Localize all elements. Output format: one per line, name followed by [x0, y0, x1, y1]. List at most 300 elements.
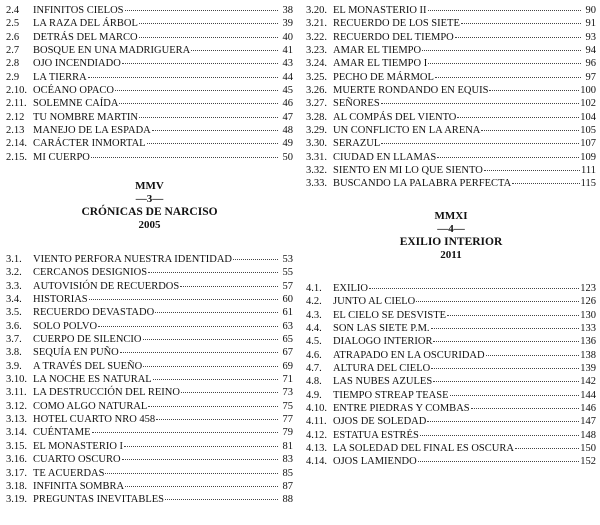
dot-leader — [422, 50, 581, 51]
toc-entry — [6, 333, 293, 346]
entry-number: 3.31. — [306, 151, 327, 163]
dot-leader — [437, 157, 579, 158]
toc-entry — [6, 467, 293, 480]
entry-page-number: 57 — [282, 280, 293, 292]
entry-number: 3.2. — [6, 267, 22, 279]
dot-leader — [122, 459, 278, 460]
dot-leader — [147, 143, 278, 144]
toc-entry — [306, 349, 596, 362]
entry-number: 4.2. — [306, 296, 322, 308]
entry-number: 3.10. — [6, 374, 27, 386]
entry-title: RECUERDO DEVASTADO — [33, 307, 155, 319]
entry-number: 2.15. — [6, 151, 27, 163]
section-date: 2011 — [440, 249, 462, 261]
entry-title: ENTRE PIEDRAS Y COMBAS — [333, 403, 470, 415]
entry-page-number: 96 — [585, 58, 596, 70]
entry-number: 2.9 — [6, 71, 20, 83]
toc-entry — [306, 362, 596, 375]
entry-number: 4.12. — [306, 429, 327, 441]
entry-page-number: 90 — [585, 5, 596, 16]
entry-number: 3.12. — [6, 400, 27, 412]
entry-page-number: 83 — [282, 454, 293, 466]
toc-entry — [6, 17, 293, 30]
entry-title: SOLO POLVO — [33, 320, 98, 332]
entry-number: 3.6. — [6, 320, 22, 332]
entry-title: AL COMPÁS DEL VIENTO — [333, 111, 457, 123]
toc-entry — [6, 360, 293, 373]
toc-entry — [306, 309, 596, 322]
dot-leader — [139, 37, 278, 38]
entry-page-number: 91 — [585, 18, 596, 30]
entry-page-number: 48 — [282, 125, 293, 137]
entry-number: 2.7 — [6, 45, 20, 57]
entry-title: HISTORIAS — [33, 294, 88, 306]
toc-entry — [6, 306, 293, 319]
entry-title: AMAR EL TIEMPO I — [333, 58, 428, 70]
section-year: MMXI — [434, 210, 468, 222]
entry-title: JUNTO AL CIELO — [333, 296, 416, 308]
entry-number: 4.4. — [306, 323, 322, 335]
entry-number: 3.9. — [6, 360, 22, 372]
entry-number: 3.27. — [306, 98, 327, 110]
entry-page-number: 60 — [282, 294, 293, 306]
entry-page-number: 43 — [282, 58, 293, 70]
entry-page-number: 87 — [282, 480, 293, 492]
toc-entry — [6, 97, 293, 110]
dot-leader — [156, 419, 278, 420]
toc-entry — [306, 44, 596, 57]
dot-leader — [88, 77, 278, 78]
toc-entry — [6, 400, 293, 413]
entry-number: 4.13. — [306, 443, 327, 455]
left-column — [6, 0, 293, 506]
entry-number: 4.14. — [306, 456, 327, 468]
section-year: MMV — [135, 180, 164, 192]
entry-page-number: 152 — [580, 456, 596, 468]
entry-page-number: 55 — [282, 267, 293, 279]
entry-number: 3.7. — [6, 334, 22, 346]
entry-title: PREGUNTAS INEVITABLES — [33, 494, 165, 506]
entry-page-number: 147 — [580, 416, 596, 428]
entry-number: 3.29. — [306, 125, 327, 137]
dot-leader — [481, 130, 579, 131]
toc-entry — [6, 346, 293, 359]
entry-title: TIEMPO STREAP TEASE — [333, 389, 449, 401]
entry-number: 2.10. — [6, 85, 27, 97]
toc-list-part-3-continued — [306, 4, 596, 191]
entry-title: INFINITOS CIELOS — [33, 5, 124, 16]
toc-entry — [306, 322, 596, 335]
dot-leader — [233, 259, 278, 260]
dot-leader — [124, 446, 278, 447]
toc-entry — [306, 335, 596, 348]
entry-page-number: 148 — [580, 429, 596, 441]
entry-number: 2.13 — [6, 125, 25, 137]
dot-leader — [148, 272, 278, 273]
entry-page-number: 65 — [282, 334, 293, 346]
dot-leader — [125, 486, 278, 487]
entry-page-number: 146 — [580, 403, 596, 415]
entry-page-number: 40 — [282, 31, 293, 43]
entry-page-number: 105 — [580, 125, 596, 137]
dot-leader — [181, 392, 278, 393]
section-number: —4— — [437, 223, 465, 235]
toc-entry — [306, 151, 596, 164]
dot-leader — [105, 473, 278, 474]
toc-entry — [306, 389, 596, 402]
entry-page-number: 85 — [282, 467, 293, 479]
dot-leader — [461, 23, 581, 24]
entry-title: OJO INCENDIADO — [33, 58, 121, 70]
dot-leader — [155, 312, 278, 313]
entry-title: MI CUERPO — [33, 151, 90, 163]
entry-number: 4.5. — [306, 336, 322, 348]
dot-leader — [433, 341, 579, 342]
entry-title: LA DESTRUCCIÓN DEL REINO — [33, 387, 180, 399]
entry-title: RECUERDO DE LOS SIETE — [333, 18, 460, 30]
entry-title: LA SOLEDAD DEL FINAL ES OSCURA — [333, 443, 514, 455]
entry-title: RECUERDO DEL TIEMPO — [333, 31, 454, 43]
toc-entry — [306, 31, 596, 44]
section-header-mmxi — [306, 210, 596, 262]
toc-entry — [306, 84, 596, 97]
entry-number: 3.15. — [6, 440, 27, 452]
entry-number: 2.11. — [6, 98, 27, 110]
entry-number: 2.4 — [6, 5, 20, 16]
dot-leader — [381, 103, 580, 104]
entry-title: CIUDAD EN LLAMAS — [333, 151, 437, 163]
dot-leader — [486, 355, 580, 356]
entry-title: TU NOMBRE MARTIN — [33, 111, 138, 123]
entry-number: 2.8 — [6, 58, 20, 70]
toc-list-part-2 — [6, 4, 293, 164]
toc-entry — [6, 253, 293, 266]
entry-page-number: 136 — [580, 336, 596, 348]
entry-title: SEQUÍA EN PUÑO — [33, 347, 119, 359]
toc-entry — [6, 426, 293, 439]
entry-number: 3.20. — [306, 5, 327, 16]
dot-leader — [418, 461, 580, 462]
dot-leader — [115, 90, 278, 91]
entry-number: 3.25. — [306, 71, 327, 83]
section-date: 2005 — [138, 219, 161, 231]
toc-entry — [306, 164, 596, 177]
toc-entry — [306, 57, 596, 70]
entry-number: 2.14. — [6, 138, 27, 150]
entry-number: 3.26. — [306, 85, 327, 97]
dot-leader — [152, 130, 278, 131]
entry-title: DIALOGO INTERIOR — [333, 336, 433, 348]
entry-page-number: 39 — [282, 18, 293, 30]
dot-leader — [165, 499, 278, 500]
toc-entry — [306, 124, 596, 137]
section-header-mmv — [6, 180, 293, 232]
entry-title: COMO ALGO NATURAL — [33, 400, 148, 412]
dot-leader — [153, 379, 278, 380]
entry-number: 2.12 — [6, 111, 25, 123]
toc-entry — [306, 415, 596, 428]
entry-title: LA NOCHE ES NATURAL — [33, 374, 152, 386]
entry-page-number: 142 — [580, 376, 596, 388]
dot-leader — [122, 63, 278, 64]
toc-entry — [6, 31, 293, 44]
entry-number: 3.18. — [6, 480, 27, 492]
entry-page-number: 150 — [580, 443, 596, 455]
entry-page-number: 47 — [282, 111, 293, 123]
entry-title: SON LAS SIETE P.M. — [333, 323, 430, 335]
toc-entry — [6, 4, 293, 17]
dot-leader — [420, 435, 579, 436]
entry-title: BUSCANDO LA PALABRA PERFECTA — [333, 178, 512, 190]
entry-title: UN CONFLICTO EN LA ARENA — [333, 125, 481, 137]
toc-entry — [306, 137, 596, 150]
entry-title: BOSQUE EN UNA MADRIGUERA — [33, 45, 191, 57]
entry-number: 4.10. — [306, 403, 327, 415]
entry-number: 4.9. — [306, 389, 322, 401]
dot-leader — [515, 448, 579, 449]
toc-entry — [306, 402, 596, 415]
entry-title: LA RAZA DEL ÁRBOL — [33, 18, 138, 30]
toc-entry — [306, 97, 596, 110]
dot-leader — [450, 395, 580, 396]
dot-leader — [191, 50, 278, 51]
entry-page-number: 88 — [282, 494, 293, 506]
entry-title: HOTEL CUARTO NRO 458 — [33, 414, 156, 426]
dot-leader — [512, 183, 579, 184]
dot-leader — [471, 408, 580, 409]
dot-leader — [457, 117, 579, 118]
dot-leader — [148, 406, 278, 407]
toc-entry — [306, 71, 596, 84]
entry-title: PECHO DE MÁRMOL — [333, 71, 434, 83]
entry-title: INFINITA SOMBRA — [33, 480, 125, 492]
entry-title: CARÁCTER INMORTAL — [33, 138, 146, 150]
entry-number: 3.1. — [6, 254, 22, 265]
entry-page-number: 44 — [282, 71, 293, 83]
entry-number: 4.7. — [306, 363, 322, 375]
toc-entry — [6, 386, 293, 399]
entry-title: EL MONASTERIO I — [33, 440, 124, 452]
entry-title: AUTOVISIÓN DE RECUERDOS — [33, 280, 180, 292]
entry-page-number: 77 — [282, 414, 293, 426]
dot-leader — [98, 326, 278, 327]
entry-number: 4.8. — [306, 376, 322, 388]
entry-page-number: 126 — [580, 296, 596, 308]
section-title: CRÓNICAS DE NARCISO — [81, 206, 218, 218]
entry-title: OCÉANO OPACO — [33, 85, 115, 97]
dot-leader — [431, 368, 579, 369]
toc-entry — [306, 295, 596, 308]
entry-page-number: 144 — [580, 389, 596, 401]
toc-entry — [6, 280, 293, 293]
toc-entry — [6, 480, 293, 493]
toc-entry — [306, 442, 596, 455]
entry-title: OJOS DE SOLEDAD — [333, 416, 427, 428]
dot-leader — [89, 299, 278, 300]
dot-leader — [455, 37, 581, 38]
entry-page-number: 75 — [282, 400, 293, 412]
dot-leader — [428, 63, 581, 64]
entry-page-number: 67 — [282, 347, 293, 359]
toc-entry — [306, 4, 596, 17]
entry-title: DETRÁS DEL MARCO — [33, 31, 138, 43]
toc-entry — [306, 177, 596, 190]
entry-page-number: 71 — [282, 374, 293, 386]
entry-number: 2.6 — [6, 31, 20, 43]
entry-page-number: 41 — [282, 45, 293, 57]
entry-title: MUERTE RONDANDO EN EQUIS — [333, 85, 489, 97]
entry-number: 3.11. — [6, 387, 27, 399]
entry-title: VIENTO PERFORA NUESTRA IDENTIDAD — [33, 254, 233, 265]
entry-page-number: 46 — [282, 98, 293, 110]
toc-entry — [6, 413, 293, 426]
entry-title: CERCANOS DESIGNIOS — [33, 267, 148, 279]
entry-page-number: 123 — [580, 283, 596, 294]
entry-title: ALTURA DEL CIELO — [333, 363, 431, 375]
entry-title: EL CIELO SE DESVISTE — [333, 309, 447, 321]
toc-list-part-3 — [6, 253, 293, 507]
toc-entry — [6, 124, 293, 137]
toc-entry — [6, 71, 293, 84]
toc-entry — [6, 440, 293, 453]
dot-leader — [143, 366, 278, 367]
entry-page-number: 93 — [585, 31, 596, 43]
entry-page-number: 138 — [580, 349, 596, 361]
entry-page-number: 63 — [282, 320, 293, 332]
entry-page-number: 38 — [282, 5, 293, 16]
entry-title: LA TIERRA — [33, 71, 87, 83]
right-column — [306, 0, 596, 468]
toc-entry — [6, 44, 293, 57]
dot-leader — [139, 23, 278, 24]
entry-page-number: 139 — [580, 363, 596, 375]
dot-leader — [489, 90, 579, 91]
entry-page-number: 107 — [580, 138, 596, 150]
toc-entry — [6, 373, 293, 386]
entry-number: 3.23. — [306, 45, 327, 57]
entry-number: 3.17. — [6, 467, 27, 479]
entry-number: 3.30. — [306, 138, 327, 150]
entry-title: MANEJO DE LA ESPADA — [33, 125, 151, 137]
entry-page-number: 109 — [580, 151, 596, 163]
toc-list-part-4 — [306, 282, 596, 469]
entry-page-number: 130 — [580, 309, 596, 321]
toc-entry — [6, 320, 293, 333]
entry-page-number: 61 — [282, 307, 293, 319]
entry-number: 3.14. — [6, 427, 27, 439]
entry-title: EXILIO — [333, 283, 368, 294]
toc-entry — [6, 57, 293, 70]
dot-leader — [143, 339, 278, 340]
entry-number: 3.16. — [6, 454, 27, 466]
toc-entry — [6, 453, 293, 466]
toc-entry — [306, 375, 596, 388]
entry-page-number: 49 — [282, 138, 293, 150]
toc-entry — [306, 111, 596, 124]
entry-page-number: 115 — [580, 178, 596, 190]
dot-leader — [120, 352, 278, 353]
dot-leader — [139, 117, 278, 118]
entry-page-number: 50 — [282, 151, 293, 163]
entry-number: 3.32. — [306, 165, 327, 177]
entry-number: 3.19. — [6, 494, 27, 506]
entry-page-number: 45 — [282, 85, 293, 97]
entry-page-number: 53 — [282, 254, 293, 265]
toc-entry — [6, 137, 293, 150]
entry-page-number: 111 — [581, 165, 596, 177]
entry-number: 4.11. — [306, 416, 327, 428]
entry-title: SOLEMNE CAÍDA — [33, 98, 119, 110]
dot-leader — [447, 315, 579, 316]
entry-page-number: 104 — [580, 111, 596, 123]
toc-entry — [6, 84, 293, 97]
entry-title: LAS NUBES AZULES — [333, 376, 433, 388]
entry-title: A TRAVÉS DEL SUEÑO — [33, 360, 143, 372]
entry-number: 3.3. — [6, 280, 22, 292]
entry-number: 3.4. — [6, 294, 22, 306]
dot-leader — [92, 432, 279, 433]
entry-title: CUARTO OSCURO — [33, 454, 121, 466]
entry-number: 4.1. — [306, 283, 322, 294]
section-number: —3— — [135, 193, 164, 205]
entry-number: 3.33. — [306, 178, 327, 190]
entry-title: SERAZUL — [333, 138, 381, 150]
entry-number: 3.21. — [306, 18, 327, 30]
dot-leader — [433, 381, 579, 382]
entry-page-number: 133 — [580, 323, 596, 335]
entry-title: AMAR EL TIEMPO — [333, 45, 422, 57]
entry-page-number: 69 — [282, 360, 293, 372]
dot-leader — [484, 170, 580, 171]
entry-page-number: 73 — [282, 387, 293, 399]
toc-entry — [6, 151, 293, 164]
entry-page-number: 81 — [282, 440, 293, 452]
entry-page-number: 102 — [580, 98, 596, 110]
toc-entry — [6, 266, 293, 279]
entry-title: EL MONASTERIO II — [333, 5, 427, 16]
entry-title: SIENTO EN MI LO QUE SIENTO — [333, 165, 483, 177]
entry-page-number: 79 — [282, 427, 293, 439]
entry-number: 3.24. — [306, 58, 327, 70]
entry-title: ATRAPADO EN LA OSCURIDAD — [333, 349, 485, 361]
entry-title: CUERPO DE SILENCIO — [33, 334, 142, 346]
entry-number: 4.3. — [306, 309, 322, 321]
dot-leader — [369, 288, 579, 289]
entry-number: 3.13. — [6, 414, 27, 426]
entry-title: OJOS LAMIENDO — [333, 456, 417, 468]
dot-leader — [381, 143, 579, 144]
entry-title: ESTATUA ESTRÉS — [333, 429, 419, 441]
dot-leader — [428, 10, 581, 11]
dot-leader — [435, 77, 581, 78]
toc-entry — [306, 17, 596, 30]
entry-number: 2.5 — [6, 18, 20, 30]
entry-title: CUÉNTAME — [33, 427, 91, 439]
entry-number: 3.5. — [6, 307, 22, 319]
dot-leader — [125, 10, 278, 11]
entry-title: TE ACUERDAS — [33, 467, 105, 479]
toc-entry — [306, 282, 596, 295]
entry-page-number: 94 — [585, 45, 596, 57]
dot-leader — [91, 157, 278, 158]
toc-entry — [6, 293, 293, 306]
toc-entry — [6, 111, 293, 124]
entry-number: 3.22. — [306, 31, 327, 43]
entry-number: 3.8. — [6, 347, 22, 359]
entry-number: 3.28. — [306, 111, 327, 123]
entry-title: SEÑORES — [333, 98, 380, 110]
dot-leader — [427, 421, 579, 422]
